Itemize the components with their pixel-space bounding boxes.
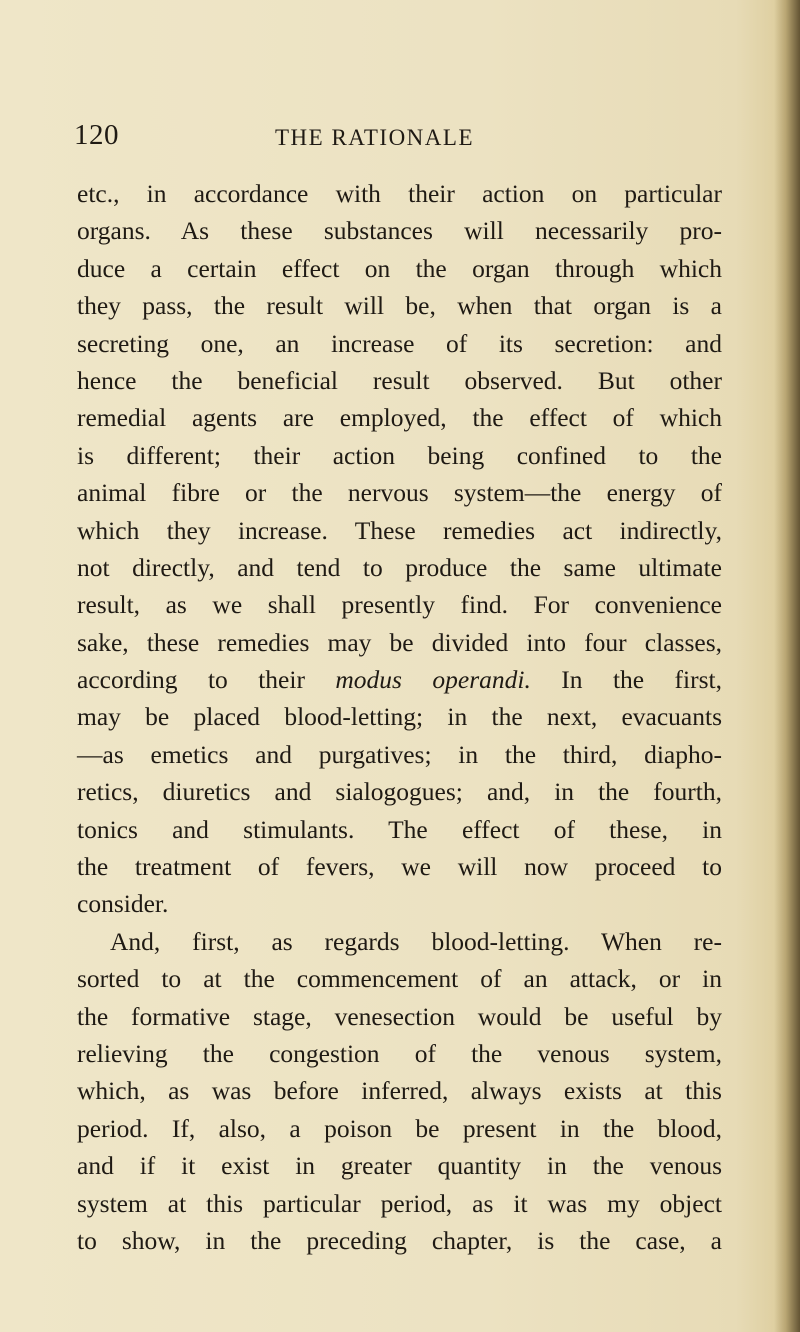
text-line: hence the beneficial result observed. But other (77, 365, 722, 395)
italic-phrase: modus operandi. (335, 665, 531, 695)
page-edge-shadow (774, 0, 800, 1332)
text-line: is different; their action being confined to the (77, 440, 722, 470)
text-line-with-italic (77, 661, 722, 698)
text-line: the formative stage, venesection would be useful by (77, 1001, 722, 1031)
text-line: and if it exist in greater quantity in the venous (77, 1151, 722, 1181)
running-head: THE RATIONALE (275, 125, 474, 150)
text-line: result, as we shall presently find. For convenience (77, 590, 722, 620)
text-line: —as emetics and purgatives; in the third, diapho- (77, 739, 722, 769)
page-number: 120 (74, 119, 119, 151)
text-line: which, as was before inferred, always exists at this (77, 1076, 722, 1106)
text-line: relieving the congestion of the venous system, (77, 1038, 722, 1068)
text-line: tonics and stimulants. The effect of these, in (77, 814, 722, 844)
text-line: animal fibre or the nervous system—the energy of (77, 478, 722, 508)
text-line: the treatment of fevers, we will now proceed to (77, 852, 722, 882)
paragraph-end-line: consider. (77, 889, 169, 919)
text-run: according to their (77, 665, 336, 695)
text-line: which they increase. These remedies act indirectly, (77, 515, 722, 545)
text-line: to show, in the preceding chapter, is the case, a (77, 1225, 722, 1255)
text-line: organs. As these substances will necessarily pro- (77, 216, 722, 246)
body-text (77, 175, 722, 1259)
text-line: retics, diuretics and sialogogues; and, in the fourth, (77, 777, 722, 807)
text-line: system at this particular period, as it was my object (77, 1188, 722, 1218)
paragraph-start-line: And, first, as regards blood-letting. When re- (110, 926, 722, 956)
text-line: not directly, and tend to produce the same ultimate (77, 552, 722, 582)
text-line: sake, these remedies may be divided into four classes, (77, 627, 722, 657)
text-line: period. If, also, a poison be present in the blood, (77, 1113, 722, 1143)
text-line: etc., in accordance with their action on particular (77, 179, 722, 208)
text-line: may be placed blood-letting; in the next, evacuants (77, 702, 722, 732)
text-line: secreting one, an increase of its secretion: and (77, 328, 722, 358)
text-line: remedial agents are employed, the effect of which (77, 403, 722, 433)
text-line: they pass, the result will be, when that organ is a (77, 291, 722, 321)
text-line: sorted to at the commencement of an attack, or in (77, 964, 722, 994)
text-run: In the first, (530, 665, 722, 695)
text-line: duce a certain effect on the organ through which (77, 253, 722, 283)
